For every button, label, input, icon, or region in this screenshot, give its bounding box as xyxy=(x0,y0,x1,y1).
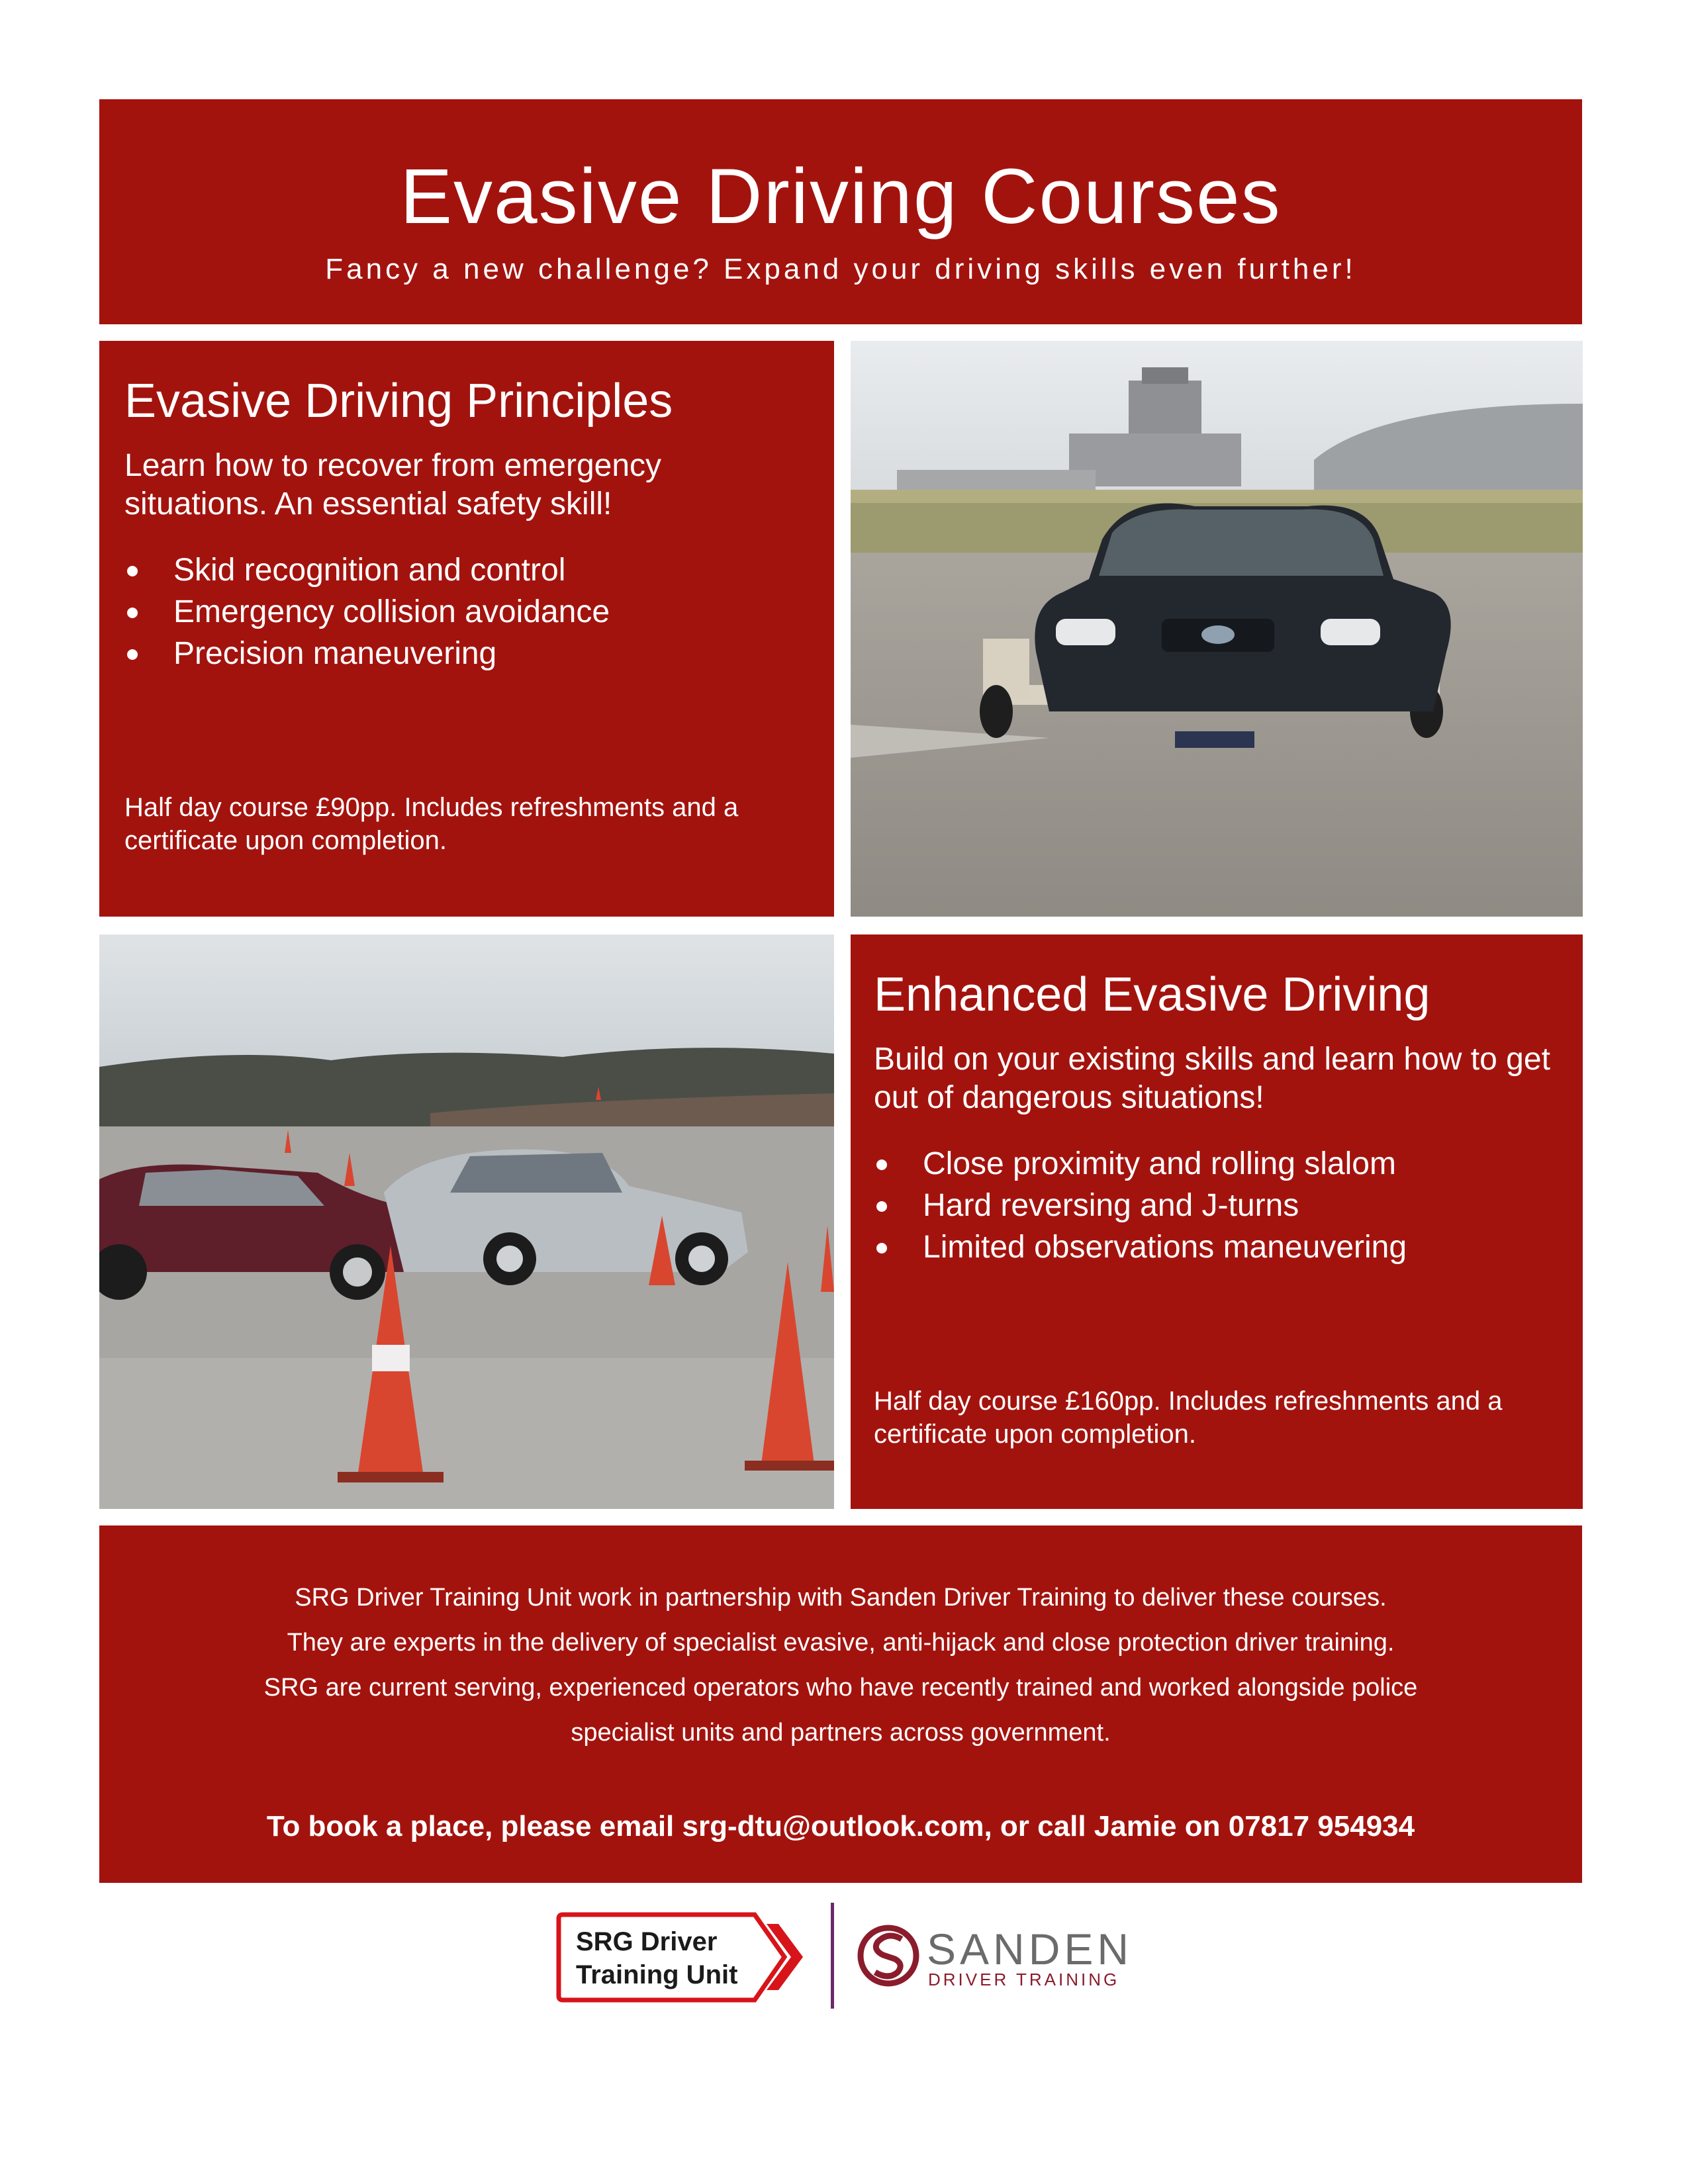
about-line: specialist units and partners across government. xyxy=(571,1719,1111,1747)
course-bullet-list xyxy=(874,1145,1407,1270)
sanden-logo-name: SANDEN xyxy=(927,1925,1133,1974)
partner-logos xyxy=(556,1899,1172,2019)
course-intro: Learn how to recover from emergency situations. An essential safety skill! xyxy=(124,448,662,522)
footer-banner xyxy=(99,1525,1582,1883)
course-price-note: Half day course £90pp. Includes refreshments and a certificate upon completion. xyxy=(124,793,739,855)
bullet-item: Skid recognition and control xyxy=(124,551,610,590)
course-heading: Evasive Driving Principles xyxy=(124,375,673,428)
about-line: SRG Driver Training Unit work in partnership with Sanden Driver Training to deliver these courses. xyxy=(295,1584,1387,1612)
course-card-enhanced xyxy=(851,934,1583,1509)
booking-cta: To book a place, please email srg-dtu@outlook.com, or call Jamie on 07817 954934 xyxy=(266,1810,1415,1843)
logo-divider xyxy=(831,1903,834,2009)
about-line: SRG are current serving, experienced operators who have recently trained and worked alongside police xyxy=(263,1674,1418,1702)
sanden-logo-tagline: DRIVER TRAINING xyxy=(928,1970,1120,1989)
sanden-logo xyxy=(854,1919,1172,1999)
course-intro: Build on your existing skills and learn how to get out of dangerous situations! xyxy=(874,1042,1550,1115)
photo-cones-cars xyxy=(99,934,834,1509)
header-banner xyxy=(99,99,1582,324)
srg-logo-line1: SRG Driver xyxy=(576,1927,718,1956)
bullet-item: Precision maneuvering xyxy=(124,635,610,673)
course-price-note: Half day course £160pp. Includes refreshments and a certificate upon completion. xyxy=(874,1387,1503,1449)
bullet-item: Emergency collision avoidance xyxy=(124,593,610,631)
about-line: They are experts in the delivery of specialist evasive, anti-hijack and close protection driver training. xyxy=(287,1629,1395,1657)
page-subtitle: Fancy a new challenge? Expand your driving skills even further! xyxy=(325,253,1356,285)
course-heading: Enhanced Evasive Driving xyxy=(874,968,1430,1021)
photo-skid-car xyxy=(851,341,1583,917)
course-bullet-list xyxy=(124,551,610,676)
srg-logo-line2: Training Unit xyxy=(576,1960,738,1989)
page-title: Evasive Driving Courses xyxy=(400,153,1282,240)
course-card-principles xyxy=(99,341,834,917)
srg-logo xyxy=(556,1909,808,2005)
bullet-item: Limited observations maneuvering xyxy=(874,1228,1407,1267)
partnership-text xyxy=(99,1575,1582,1755)
bullet-item: Hard reversing and J-turns xyxy=(874,1187,1407,1225)
bullet-item: Close proximity and rolling slalom xyxy=(874,1145,1407,1183)
